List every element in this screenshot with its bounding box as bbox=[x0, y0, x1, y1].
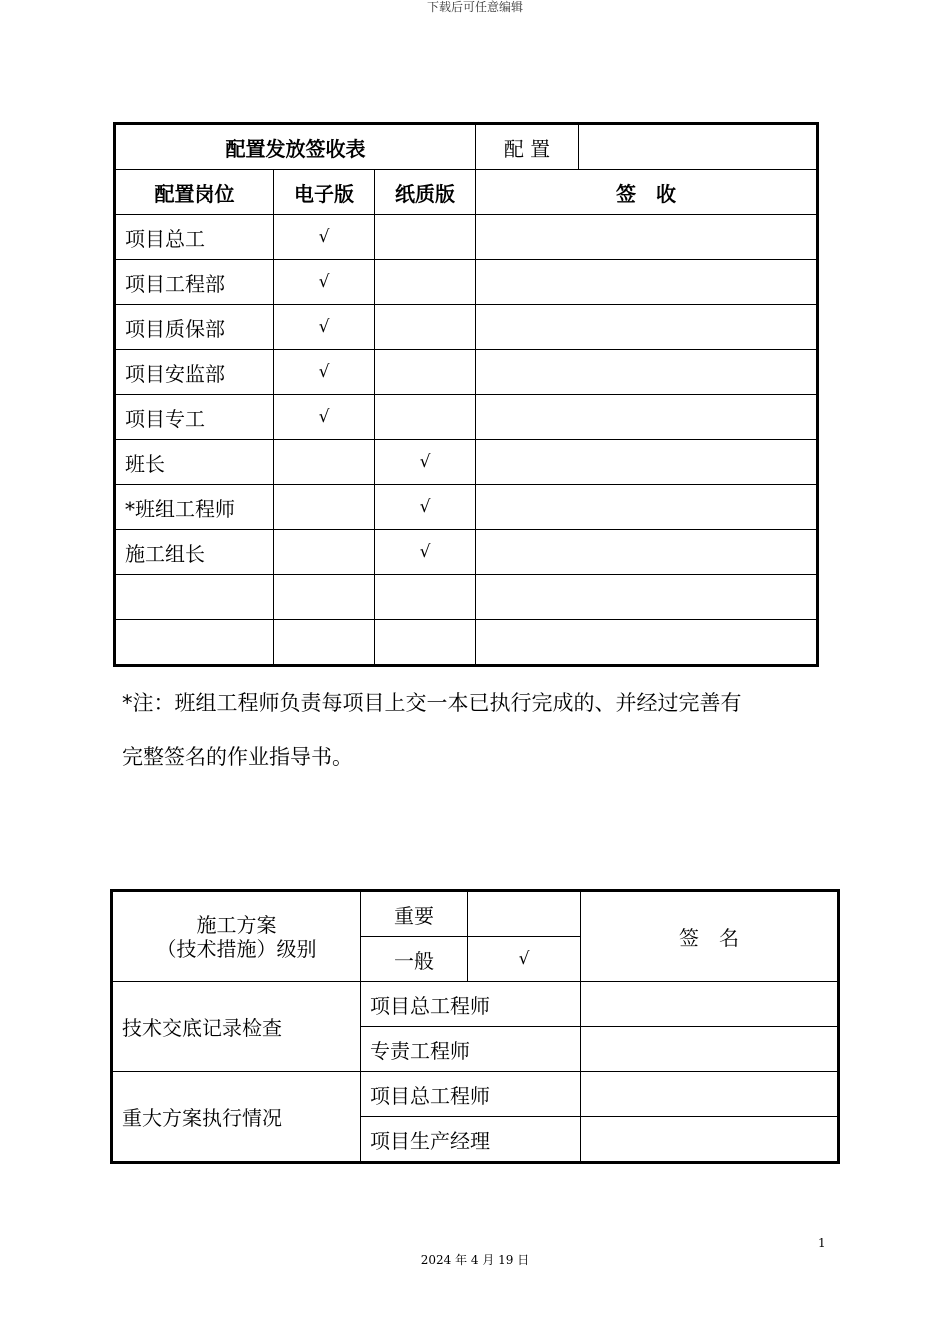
table-row bbox=[115, 215, 818, 260]
post-cell: 项目专工 bbox=[115, 395, 274, 440]
sign-cell bbox=[476, 440, 818, 485]
electronic-cell bbox=[274, 440, 375, 485]
post-cell: 项目安监部 bbox=[115, 350, 274, 395]
electronic-cell: √ bbox=[274, 350, 375, 395]
level-general: 一般 bbox=[361, 937, 468, 982]
sign-cell bbox=[476, 530, 818, 575]
role-cell: 项目总工程师 bbox=[361, 1072, 581, 1117]
paper-cell: √ bbox=[375, 530, 476, 575]
paper-cell: √ bbox=[375, 485, 476, 530]
electronic-cell: √ bbox=[274, 260, 375, 305]
electronic-cell: √ bbox=[274, 215, 375, 260]
post-cell: 项目总工 bbox=[115, 215, 274, 260]
table-row bbox=[115, 305, 818, 350]
sign-cell bbox=[581, 1072, 839, 1117]
level-general-check: √ bbox=[468, 937, 581, 982]
table-row bbox=[115, 350, 818, 395]
electronic-cell bbox=[274, 485, 375, 530]
role-cell: 项目生产经理 bbox=[361, 1117, 581, 1163]
post-cell: 项目工程部 bbox=[115, 260, 274, 305]
table-row bbox=[115, 530, 818, 575]
post-cell: 施工组长 bbox=[115, 530, 274, 575]
paper-cell bbox=[375, 260, 476, 305]
plan-level-label-cell bbox=[112, 891, 361, 982]
sign-cell bbox=[476, 395, 818, 440]
table-row bbox=[115, 260, 818, 305]
post-cell: 班长 bbox=[115, 440, 274, 485]
sign-cell bbox=[476, 575, 818, 620]
config-label: 配 置 bbox=[476, 124, 579, 170]
role-cell: 专责工程师 bbox=[361, 1027, 581, 1072]
col-header-post: 配置岗位 bbox=[115, 170, 274, 215]
page-header: 下载后可任意编辑 bbox=[426, 0, 523, 14]
paper-cell bbox=[375, 215, 476, 260]
footer-date: 2024 年 4 月 19 日 bbox=[420, 1253, 530, 1267]
col-header-paper: 纸质版 bbox=[375, 170, 476, 215]
sign-cell bbox=[476, 350, 818, 395]
sign-cell bbox=[581, 1027, 839, 1072]
electronic-cell: √ bbox=[274, 305, 375, 350]
sign-cell bbox=[581, 982, 839, 1027]
table-row bbox=[115, 440, 818, 485]
role-cell: 项目总工程师 bbox=[361, 982, 581, 1027]
post-cell: *班组工程师 bbox=[115, 485, 274, 530]
table-row bbox=[115, 395, 818, 440]
table-row bbox=[115, 620, 818, 666]
sign-cell bbox=[476, 215, 818, 260]
section-major-plan: 重大方案执行情况 bbox=[112, 1072, 361, 1163]
sign-cell bbox=[476, 305, 818, 350]
plan-level-label-line2: （技术措施）级别 bbox=[156, 936, 317, 961]
paper-cell bbox=[375, 620, 476, 666]
paper-cell bbox=[375, 575, 476, 620]
electronic-cell bbox=[274, 620, 375, 666]
col-header-electronic: 电子版 bbox=[274, 170, 375, 215]
note-line-1: *注：班组工程师负责每项目上交一本已执行完成的、并经过完善有 bbox=[122, 691, 742, 715]
level-important: 重要 bbox=[361, 891, 468, 937]
sign-cell bbox=[476, 260, 818, 305]
sign-cell bbox=[476, 620, 818, 666]
level-important-check bbox=[468, 891, 581, 937]
sign-cell bbox=[581, 1117, 839, 1163]
paper-cell bbox=[375, 350, 476, 395]
paper-cell bbox=[375, 305, 476, 350]
sign-header: 签 名 bbox=[581, 891, 839, 982]
electronic-cell bbox=[274, 530, 375, 575]
note-line-2: 完整签名的作业指导书。 bbox=[122, 745, 353, 769]
section-tech-briefing: 技术交底记录检查 bbox=[112, 982, 361, 1072]
construction-plan-level-table bbox=[110, 889, 840, 1164]
electronic-cell: √ bbox=[274, 395, 375, 440]
post-cell: 项目质保部 bbox=[115, 305, 274, 350]
post-cell bbox=[115, 620, 274, 666]
page-number: 1 bbox=[818, 1236, 826, 1250]
paper-cell: √ bbox=[375, 440, 476, 485]
col-header-sign: 签 收 bbox=[476, 170, 818, 215]
paper-cell bbox=[375, 395, 476, 440]
config-value-cell bbox=[579, 124, 818, 170]
table-row bbox=[115, 575, 818, 620]
distribution-signoff-table bbox=[113, 122, 819, 667]
table-row bbox=[115, 485, 818, 530]
sign-cell bbox=[476, 485, 818, 530]
electronic-cell bbox=[274, 575, 375, 620]
post-cell bbox=[115, 575, 274, 620]
plan-level-label-line1: 施工方案 bbox=[196, 912, 277, 937]
table-title: 配置发放签收表 bbox=[115, 124, 476, 170]
